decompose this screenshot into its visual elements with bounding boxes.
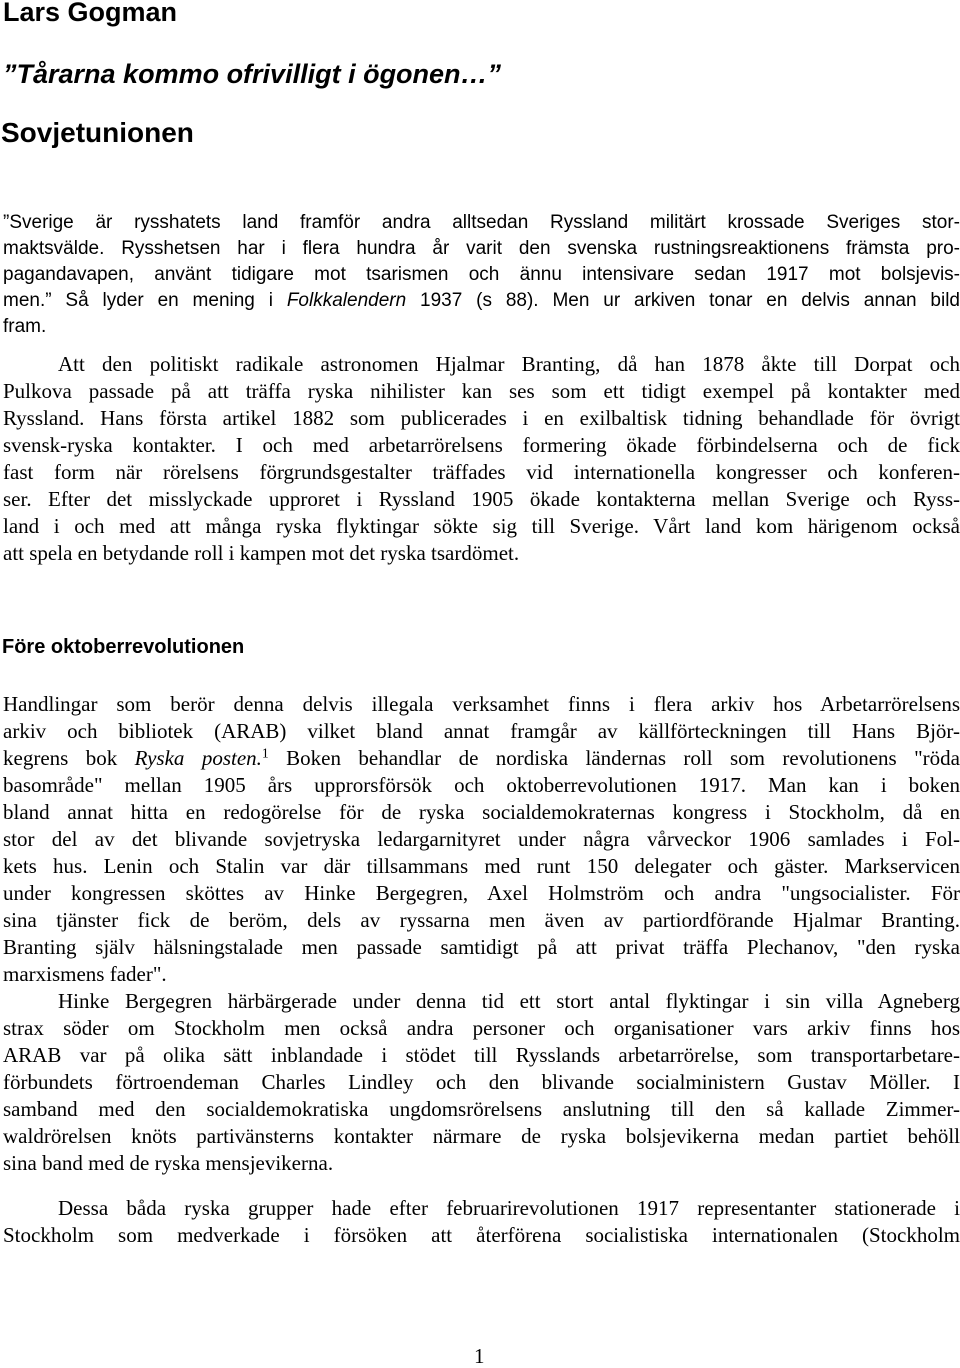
intro-line: fram. bbox=[3, 316, 47, 337]
page-number: 1 bbox=[474, 1344, 485, 1368]
footnote-reference[interactable]: 1 bbox=[261, 745, 269, 761]
author-name: Lars Gogman bbox=[3, 0, 178, 27]
paragraph-line: Branting själv hälsningstalade men passade samtidigt på att privat träffa Plechanov, "den ryska bbox=[3, 935, 960, 959]
intro-line bbox=[3, 288, 960, 314]
paragraph-text: kegrens bok bbox=[3, 746, 135, 770]
paragraph-line: waldrörelsen knöts partivänsterns kontakter närmare de ryska bolsjevikerna medan partiet behöll bbox=[3, 1124, 960, 1148]
section-heading: Före oktoberrevolutionen bbox=[2, 636, 245, 658]
paragraph-line: sina tjänster fick de beröm, dels av ryssarna men även av partiordförande Hjalmar Branting. bbox=[3, 908, 960, 932]
paragraph-line: förbundets förtroendeman Charles Lindley och den blivande socialministern Gustav Möller. I bbox=[3, 1070, 960, 1094]
paragraph-line: svensk-ryska kontakter. I och med arbetarrörelsens formering ökade förbindelserna och de fick bbox=[3, 433, 960, 457]
paragraph-line bbox=[3, 745, 960, 772]
paragraph-line: att spela en betydande roll i kampen mot det ryska tsardömet. bbox=[3, 541, 520, 565]
paragraph-line: ser. Efter det misslyckade upproret i Ryssland 1905 ökade kontakterna mellan Sverige och Ryss- bbox=[3, 487, 960, 511]
paragraph-line: Stockholm som medverkade i försöken att återförena socialistiska internationalen (Stockholm bbox=[3, 1223, 960, 1247]
intro-line: maktsvälde. Rysshetsen har i flera hundra år varit den svenska rustningsreaktionens främsta pro- bbox=[3, 238, 960, 259]
paragraph-line: Pulkova passade på att träffa ryska nihilister kan ses som ett tidigt exempel på kontakter med bbox=[3, 379, 960, 403]
paragraph-line: Dessa båda ryska grupper hade efter februarirevolutionen 1917 representanter stationerade i bbox=[58, 1196, 960, 1220]
intro-line: ”Sverige är rysshatets land framför andra alltsedan Ryssland militärt krossade Sveriges stor- bbox=[3, 212, 960, 233]
paragraph-line: kets hus. Lenin och Stalin var där tillsammans med runt 150 delegater och gäster. Markservicen bbox=[3, 854, 960, 878]
intro-text: men.” Så lyder en mening i bbox=[3, 290, 287, 311]
publication-title: Folkkalendern bbox=[286, 290, 407, 311]
paragraph-line: Ryssland. Hans första artikel 1882 som publicerades i en exilbaltisk tidning behandlade för övrigt bbox=[3, 406, 960, 430]
paragraph-text: Boken behandlar de nordiska ländernas roll som revolutionens "röda bbox=[268, 746, 960, 770]
paragraph-line: sina band med de ryska mensjevikerna. bbox=[3, 1151, 334, 1175]
document-subtitle: Sovjetunionen bbox=[1, 117, 194, 148]
book-title: Ryska posten. bbox=[134, 746, 262, 770]
paragraph-line: samband med den socialdemokratiska ungdomsrörelsens anslutning till den så kallade Zimmer- bbox=[3, 1097, 960, 1121]
paragraph-line: basområde" mellan 1905 års upprorsförsök och oktoberrevolutionen 1917. Man kan i boken bbox=[3, 773, 960, 797]
paragraph-line: strax söder om Stockholm men också andra personer och organisationer vars arkiv finns hos bbox=[3, 1016, 960, 1040]
paragraph-line: land i och med att många ryska flyktingar sökte sig till Sverige. Vårt land kom härigenom också bbox=[3, 514, 960, 538]
paragraph-line: under kongressen sköttes av Hinke Bergegren, Axel Holmström och andra "ungsocialister. För bbox=[3, 881, 960, 905]
document-title: ”Tårarna kommo ofrivilligt i ögonen…” bbox=[3, 59, 502, 89]
intro-line: pagandavapen, använt tidigare mot tsarismen och ännu intensivare sedan 1917 mot bolsjevis- bbox=[3, 264, 960, 285]
paragraph-line: Handlingar som berör denna delvis illegala verksamhet finns i flera arkiv hos Arbetarrörelsens bbox=[3, 692, 960, 716]
paragraph-line: ARAB var på olika sätt inblandade i stödet till Rysslands arbetarrörelse, som transportarbetare- bbox=[3, 1043, 960, 1067]
paragraph-line: fast form när rörelsens förgrundsgestalter träffades vid internationella kongresser och konferen- bbox=[3, 460, 960, 484]
paragraph-line: arkiv och bibliotek (ARAB) vilket bland annat framgår av källförteckningen till Hans Björ- bbox=[3, 719, 960, 743]
paragraph-line: bland annat hitta en redogörelse för de ryska socialdemokraternas kongress i Stockholm, då en bbox=[3, 800, 960, 824]
intro-text: 1937 (s 88). Men ur arkiven tonar en delvis annan bild bbox=[406, 290, 960, 311]
paragraph-line: Att den politiskt radikale astronomen Hjalmar Branting, då han 1878 åkte till Dorpat och bbox=[58, 352, 960, 376]
paragraph-line: Hinke Bergegren härbärgerade under denna tid ett stort antal flyktingar i sin villa Agneberg bbox=[58, 989, 960, 1013]
paragraph-line: stor del av det blivande sovjetryska ledargarnityret under några vårveckor 1906 samlades i Fol- bbox=[3, 827, 960, 851]
paragraph-line: marxismens fader". bbox=[3, 962, 167, 986]
